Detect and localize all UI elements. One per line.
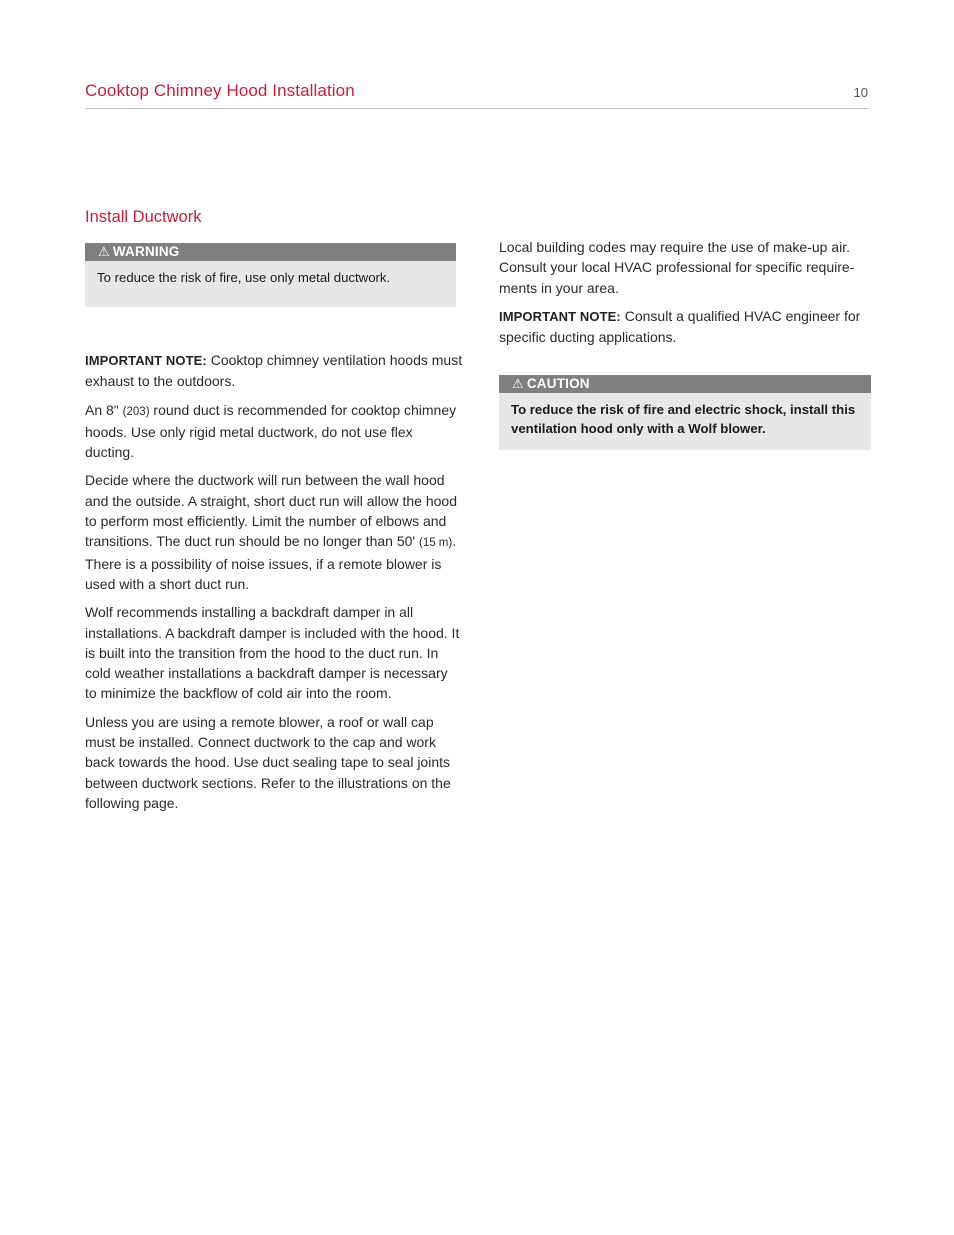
header-title: Cooktop Chimney Hood Installation [85,81,355,100]
caution-header [499,375,871,393]
duct-size-text-b: round duct is recommended for cooktop chimney hoods. Use only rigid metal ductwork, do not use flex ducting. [85,401,457,461]
duct-run-text-a: Decide where the ductwork will run between the wall hood and the outside. A straight, short duct run will allow the hood to perform most efficiently. Limit the number of elbows and transitions. The duct run should be no longer than 50' [85,472,458,550]
duct-run-text-b: . There is a possibility of noise issues, if a remote blower is used with a short duct run. [85,533,457,592]
paragraph-duct-size [85,400,463,463]
important-note-label-2: IMPORTANT NOTE: [499,308,621,324]
page-header [85,80,868,109]
important-note-text: Cooktop chimney ventilation hoods must exhaust to the outdoors. [85,352,463,390]
left-column [85,243,463,821]
paragraph-important-note-exhaust [85,350,463,392]
warning-header [85,243,456,261]
section-title: Install Ductwork [85,208,202,226]
important-note-text-2: Consult a qualified HVAC engineer for specific ducting applications. [499,307,861,346]
duct-size-text-a: An 8" [85,401,123,418]
caution-label: CAUTION [526,376,590,392]
caution-triangle-icon: ⚠ [512,376,524,392]
warning-text [85,261,456,307]
warning-label: WARNING [112,244,180,259]
paragraph-backdraft-damper: Wolf recommends installing a backdraft damper in all installations. A backdraft damper is included with the hood. It is built into the transition from the hood to the duct run. In cold weather installations a backdraft damper is necessary to minimize the backflow of cold air into the room. [85,604,460,702]
caution-text: To reduce the risk of fire and electric shock, install this ventilation hood only with a Wolf blower. [511,402,856,437]
warning-box [85,243,456,307]
spacer [85,307,463,350]
right-column [499,237,871,450]
important-note-label: IMPORTANT NOTE: [85,353,207,368]
paragraph-duct-run [85,470,463,594]
caution-box [499,375,871,450]
duct-run-metric: (15 m) [418,537,453,550]
paragraph-make-up-air: Local building codes may require the use of make-up air. Consult your local HVAC professional for specific require-ments in your area. [499,239,855,296]
warning-message: To reduce the risk of fire, use only metal ductwork. [97,270,391,285]
page-number: 10 [853,85,868,100]
duct-size-metric: (203) [122,405,150,418]
warning-triangle-icon: ⚠ [98,244,110,259]
paragraph-important-note-hvac [499,306,871,348]
paragraph-roof-wall-cap: Unless you are using a remote blower, a roof or wall cap must be installed. Connect ductwork to the cap and work back towards the hood. Use duct sealing tape to seal joints between ductwork sections. Refer to the illustrations on the following page. [85,713,451,811]
